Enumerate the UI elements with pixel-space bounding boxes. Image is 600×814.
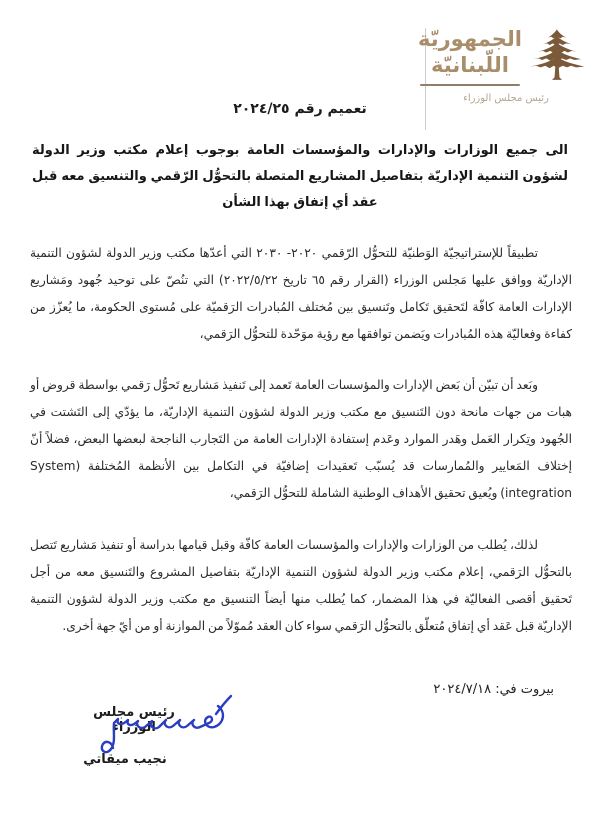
cedar-tree-icon bbox=[528, 24, 586, 86]
signature-block bbox=[40, 694, 255, 799]
date-line: بيروت في: ٢٠٢٤/٧/١٨ bbox=[433, 682, 554, 697]
handwritten-signature-icon bbox=[88, 694, 238, 764]
body-paragraph-3: لذلك، يُطلب من الوزارات والإدارات والمؤسسات العامة كافّة وقبل قيامها بدراسة أو تنفيذ مَشاريع تَتصل بالتحوُّل الرَقمي، إعلام مكتب وزير الدولة لشؤون التنمية الإداريّة بتفاصيل المشروع والتَنسيق معه من أجل تَحقيق أقصى الفعاليّة في هذا المضمار، كما يُطلب منها أيضاً التنسيق مع مكتب وزير الدولة لشؤون التنمية الإداريّة قبل عَقد أي إتفاق مُتعلّق بالتحوُّل الرَقمي سواء كان العقد مُموّلاً من الموازنة أو من أيّ جهة أخرى. bbox=[30, 538, 572, 633]
signature-name: نجيب ميقاتي bbox=[83, 752, 167, 767]
office-title: رئيس مجلس الوزراء bbox=[463, 93, 549, 104]
letterhead bbox=[417, 24, 586, 104]
signature-title: رئيس مجلس الوزراء bbox=[93, 705, 175, 735]
republic-calligraphy bbox=[418, 26, 522, 79]
body-paragraph-2: وبَعد أن تبيّن أن بَعض الإدارات والمؤسسات العامة تَعمد إلى تَنفيذ مَشاريع تَحوُّل رَقمي بواسطة قروض أو هبات من جهات مانحة دون التَنسيق مع مكتب وزير الدولة لشؤون التنمية الإداريّة، ما يؤدّي إلى التَشتت في الجُهود وتِكرار العَمل وهَدر الموارد وعَدم إستفادة الإدارات العامة من التَجارب الناجحة لبعضها البعض، فضلاً أنّ إختلاف المَعايير والمُمارسات قد يُسبّب تَعقيدات إضافيّة في التكامل بين الأنظمة المُختلفة (System integration) ويُعيق تحقيق الأهداف الوطنية الشاملة للتحوُّل الرَقمي، bbox=[30, 378, 572, 500]
republic-line1: الجمهوريّة bbox=[417, 27, 522, 51]
republic-line2: اللّبنانيّة bbox=[431, 53, 509, 78]
subject-heading: الى جميع الوزارات والإدارات والمؤسسات العامة بوجوب إعلام مكتب وزير الدولة لشؤون التنمية الإداريّة بتفاصيل المشاريع المتصلة بالتحوُّل الرّقمي والتنسيق معه قبل عقد أي إتفاق بهذا الشأن bbox=[32, 143, 568, 210]
calligraphy-rule bbox=[420, 84, 520, 86]
body-paragraph-1: تطبيقاً للإستراتيجيّة الوَطنيّة للتحوُّل الرّقمي ٢٠٢٠- ٢٠٣٠ التي أعدّها مكتب وزير الدولة لشؤون التنمية الإداريّة ووافق عليها مَجلس الوزراء (القرار رقم ٦٥ تاريخ ٢٠٢٢/٥/٢٢) التي تنُصّ على توحيد جُهود ومَشاريع الإدارات العامة كافّة لتَحقيق تَكامل وتَنسيق بين مُختلف المُبادرات الرَقميّة على مُستوى الحكومة، ما يُعزّز من كفاءة وفعاليّة هذه المُبادرات ويَضمن توافقها مع رؤية موَحّدة للتحوُّل الرَقمي، bbox=[30, 246, 572, 341]
circular-number: تعميم رقم ٢٠٢٤/٢٥ bbox=[233, 101, 367, 117]
